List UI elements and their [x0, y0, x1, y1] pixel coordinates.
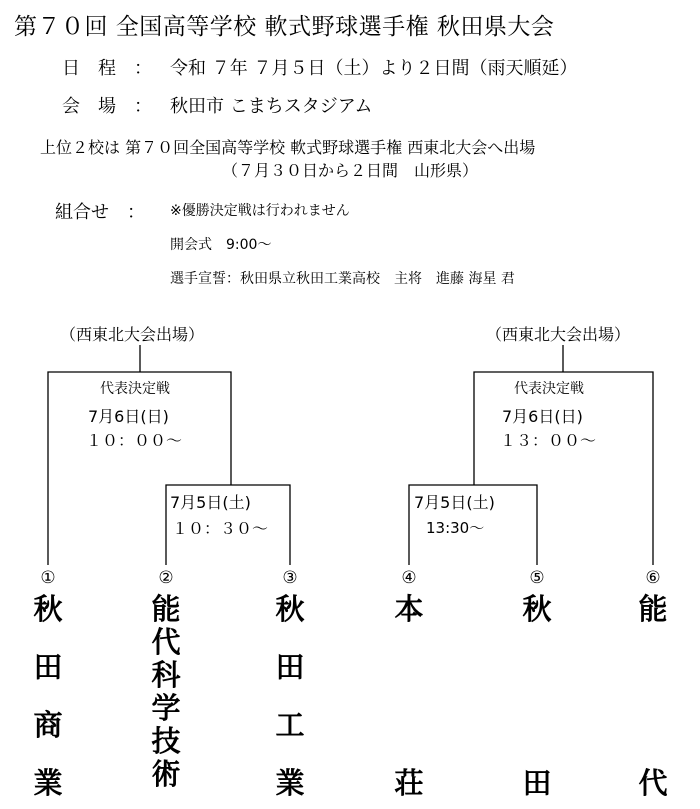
right-advance-label: （西東北大会出場）: [486, 325, 631, 344]
left-final-label: 代表決定戦: [100, 381, 170, 397]
page-title: 第７０回 全国高等学校 軟式野球選手権 秋田県大会: [14, 14, 555, 40]
right-final-date: 7月6日(日): [502, 407, 583, 426]
team-char: 秋: [33, 592, 63, 626]
left-advance-label: （西東北大会出場）: [60, 325, 205, 344]
right-semi-date: 7月5日(土): [414, 493, 495, 512]
seed-number: ⑤: [529, 568, 545, 588]
team-char: 科: [151, 658, 181, 692]
team-char: 秋: [522, 592, 552, 626]
pairing-note-no-final: ※優勝決定戦は行われません: [170, 203, 350, 219]
team-char: 田: [33, 650, 63, 684]
seed-number: ①: [40, 568, 56, 588]
right-final-time: １３：００～: [500, 431, 597, 450]
team-char: 代: [151, 625, 181, 659]
pairing-label: 組合せ ：: [55, 202, 145, 223]
team-char: 能: [638, 592, 668, 626]
seed-number: ③: [282, 568, 298, 588]
team-char: 荘: [394, 766, 424, 800]
team-char: 商: [33, 708, 63, 742]
team-char: 能: [151, 592, 181, 626]
seed-number: ④: [401, 568, 417, 588]
team-char: 工: [275, 708, 305, 742]
advance-detail: （７月３０日から２日間 山形県）: [222, 161, 479, 180]
team-char: 学: [151, 691, 181, 725]
team-name-akita: [517, 592, 557, 801]
advance-note: 上位２校は 第７０回全国高等学校 軟式野球選手権 西東北大会へ出場: [40, 138, 536, 157]
team-char: 秋: [275, 592, 305, 626]
left-semi-date: 7月5日(土): [170, 493, 251, 512]
seed-number: ②: [158, 568, 174, 588]
team-char: 業: [33, 766, 63, 800]
team-char: 代: [638, 766, 668, 800]
schedule-value: 令和 ７年 ７月５日（土）より２日間（雨天順延）: [170, 58, 578, 79]
left-final-date: 7月6日(日): [88, 407, 169, 426]
right-final-line: [474, 372, 653, 565]
team-name-akita-kogyo: [270, 592, 310, 801]
player-oath: 選手宣誓：秋田県立秋田工業高校 主将 進藤 海星 君: [170, 271, 515, 287]
team-name-noshiro: [633, 592, 673, 801]
right-final-label: 代表決定戦: [514, 381, 584, 397]
team-name-honjo: [389, 592, 429, 801]
venue-value: 秋田市 こまちスタジアム: [170, 96, 373, 117]
team-char: 田: [522, 766, 552, 800]
team-char: 術: [151, 757, 181, 791]
team-char: 技: [151, 724, 181, 758]
seed-number: ⑥: [645, 568, 661, 588]
venue-label: 会 場 ：: [62, 96, 152, 117]
right-semi-time: 13:30～: [426, 519, 485, 537]
team-name-akita-shogyo: [28, 592, 68, 801]
team-char: 本: [394, 592, 424, 626]
team-char: 業: [275, 766, 305, 800]
left-final-time: １０：００～: [86, 431, 183, 450]
opening-ceremony: 開会式 9:00～: [170, 237, 272, 253]
schedule-label: 日 程 ：: [62, 58, 152, 79]
team-char: 田: [275, 650, 305, 684]
team-name-noshiro-kagaku-gijutsu: [146, 592, 186, 792]
left-semi-time: １０：３０～: [172, 519, 269, 538]
